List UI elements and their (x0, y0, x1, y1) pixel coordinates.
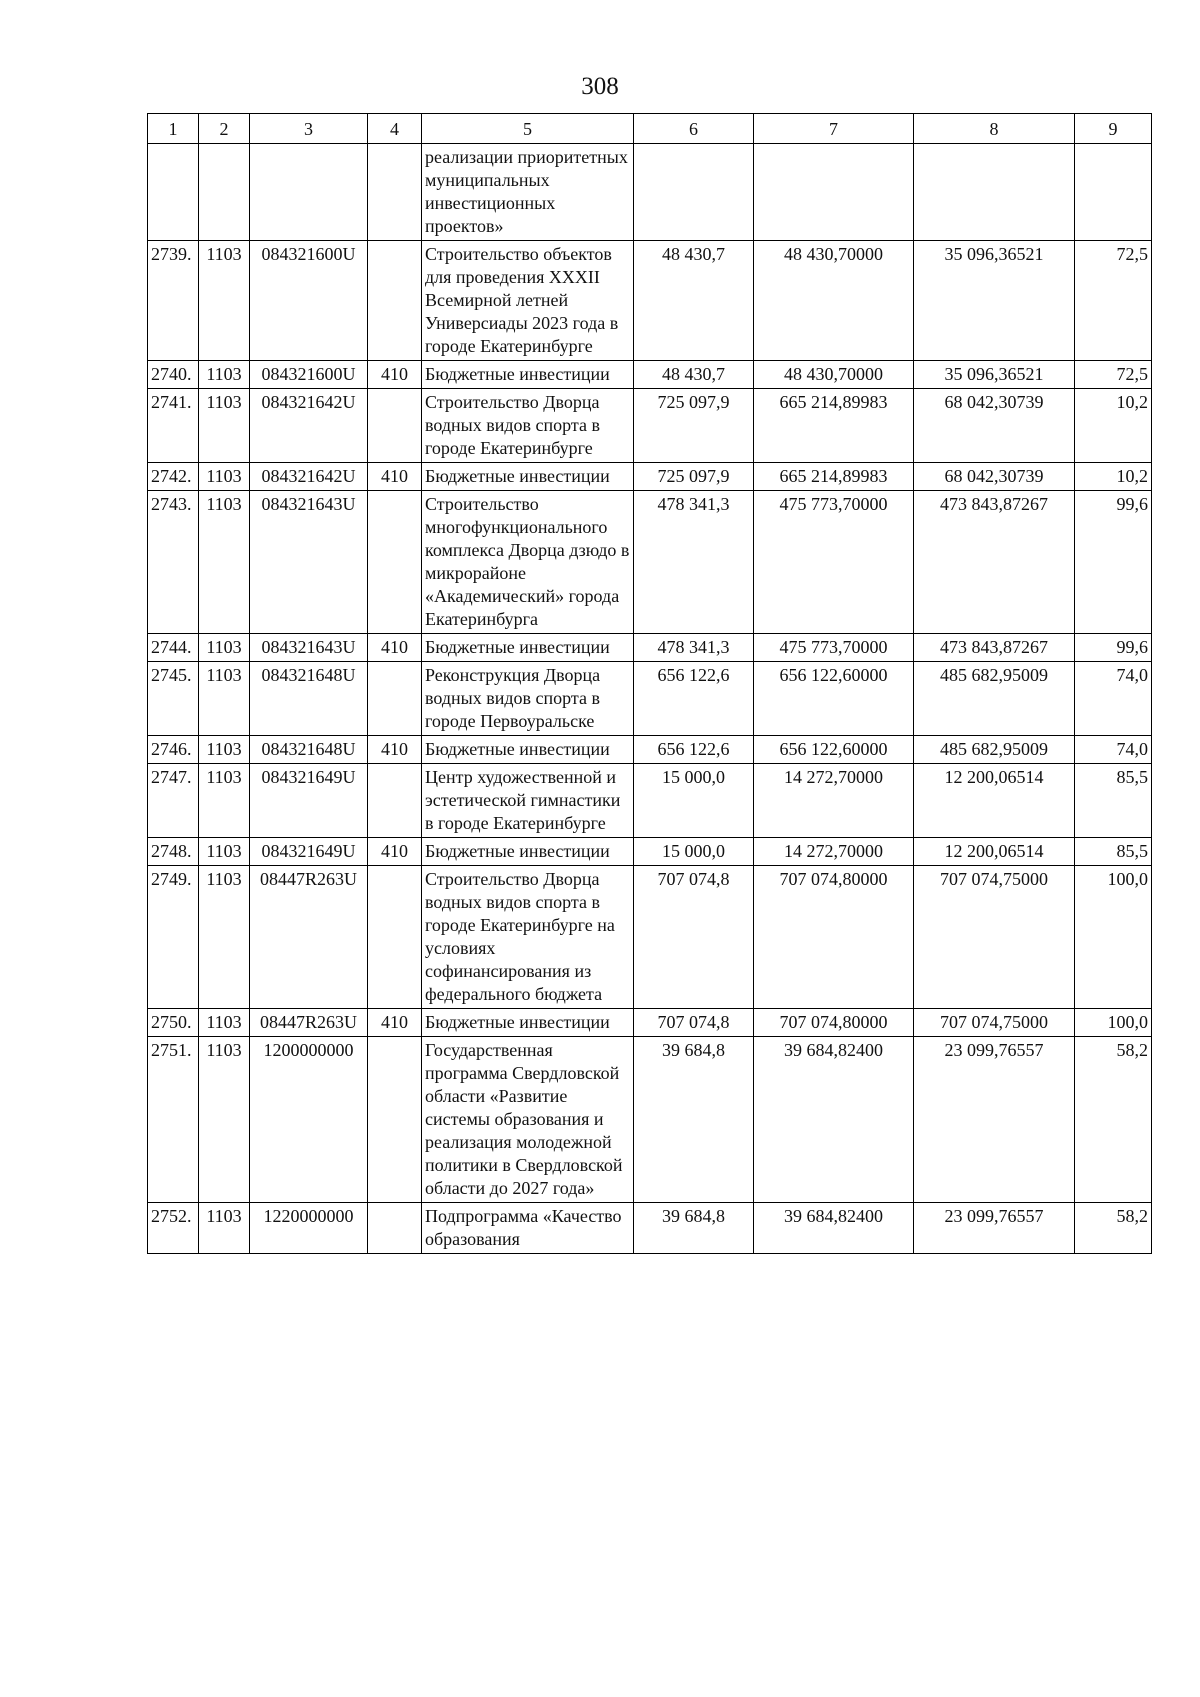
cell-approved-amount: 725 097,9 (634, 463, 754, 491)
cell-execution-percent (1075, 144, 1152, 241)
table-row (148, 662, 1152, 736)
cell-target-article-code: 1200000000 (250, 1037, 368, 1203)
cell-item-name: Строительство многофункционального комплекса Дворца дзюдо в микрорайоне «Академический» города Екатеринбурга (422, 491, 634, 634)
cell-expense-type-code (368, 241, 422, 361)
cell-execution-percent: 10,2 (1075, 389, 1152, 463)
cell-row-number: 2747. (148, 764, 199, 838)
cell-row-number: 2741. (148, 389, 199, 463)
cell-budget-allocation: 665 214,89983 (754, 389, 914, 463)
cell-execution-percent: 58,2 (1075, 1203, 1152, 1254)
cell-executed-amount: 707 074,75000 (914, 1009, 1075, 1037)
cell-target-article-code: 084321649U (250, 764, 368, 838)
cell-approved-amount: 15 000,0 (634, 838, 754, 866)
cell-section-code: 1103 (199, 662, 250, 736)
cell-row-number: 2751. (148, 1037, 199, 1203)
cell-row-number: 2750. (148, 1009, 199, 1037)
cell-execution-percent: 72,5 (1075, 361, 1152, 389)
cell-section-code: 1103 (199, 491, 250, 634)
header-cell-6: 6 (634, 114, 754, 144)
cell-item-name: Центр художественной и эстетической гимнастики в городе Екатеринбурге (422, 764, 634, 838)
cell-approved-amount: 707 074,8 (634, 866, 754, 1009)
cell-row-number: 2748. (148, 838, 199, 866)
cell-section-code: 1103 (199, 361, 250, 389)
cell-section-code: 1103 (199, 634, 250, 662)
cell-expense-type-code: 410 (368, 361, 422, 389)
cell-target-article-code (250, 144, 368, 241)
cell-execution-percent: 100,0 (1075, 866, 1152, 1009)
header-cell-8: 8 (914, 114, 1075, 144)
table-row (148, 736, 1152, 764)
cell-row-number: 2742. (148, 463, 199, 491)
cell-item-name: Бюджетные инвестиции (422, 1009, 634, 1037)
cell-section-code: 1103 (199, 1009, 250, 1037)
cell-approved-amount: 48 430,7 (634, 241, 754, 361)
cell-expense-type-code: 410 (368, 463, 422, 491)
budget-table (147, 113, 1152, 1254)
cell-target-article-code: 084321648U (250, 662, 368, 736)
cell-approved-amount: 656 122,6 (634, 662, 754, 736)
cell-item-name: реализации приоритетных муниципальных инвестиционных проектов» (422, 144, 634, 241)
cell-budget-allocation: 665 214,89983 (754, 463, 914, 491)
cell-row-number: 2740. (148, 361, 199, 389)
cell-executed-amount: 23 099,76557 (914, 1037, 1075, 1203)
cell-budget-allocation: 14 272,70000 (754, 838, 914, 866)
cell-execution-percent: 74,0 (1075, 662, 1152, 736)
table-row (148, 361, 1152, 389)
cell-section-code: 1103 (199, 389, 250, 463)
cell-approved-amount: 15 000,0 (634, 764, 754, 838)
cell-expense-type-code (368, 491, 422, 634)
cell-executed-amount: 35 096,36521 (914, 361, 1075, 389)
cell-budget-allocation: 656 122,60000 (754, 662, 914, 736)
cell-executed-amount: 68 042,30739 (914, 463, 1075, 491)
cell-execution-percent: 74,0 (1075, 736, 1152, 764)
table-body (148, 144, 1152, 1254)
cell-execution-percent: 72,5 (1075, 241, 1152, 361)
cell-expense-type-code (368, 389, 422, 463)
cell-expense-type-code: 410 (368, 1009, 422, 1037)
cell-approved-amount: 39 684,8 (634, 1037, 754, 1203)
cell-item-name: Бюджетные инвестиции (422, 736, 634, 764)
cell-section-code (199, 144, 250, 241)
cell-target-article-code: 084321643U (250, 634, 368, 662)
cell-budget-allocation: 475 773,70000 (754, 491, 914, 634)
cell-target-article-code: 084321642U (250, 463, 368, 491)
cell-target-article-code: 084321649U (250, 838, 368, 866)
cell-row-number: 2743. (148, 491, 199, 634)
cell-execution-percent: 99,6 (1075, 491, 1152, 634)
cell-approved-amount: 725 097,9 (634, 389, 754, 463)
table-row (148, 491, 1152, 634)
header-cell-9: 9 (1075, 114, 1152, 144)
cell-executed-amount: 485 682,95009 (914, 662, 1075, 736)
cell-section-code: 1103 (199, 866, 250, 1009)
cell-execution-percent: 85,5 (1075, 838, 1152, 866)
header-cell-2: 2 (199, 114, 250, 144)
cell-target-article-code: 08447R263U (250, 866, 368, 1009)
cell-budget-allocation: 48 430,70000 (754, 361, 914, 389)
cell-target-article-code: 084321600U (250, 361, 368, 389)
cell-expense-type-code: 410 (368, 838, 422, 866)
cell-executed-amount: 707 074,75000 (914, 866, 1075, 1009)
cell-executed-amount: 473 843,87267 (914, 491, 1075, 634)
cell-approved-amount: 48 430,7 (634, 361, 754, 389)
cell-target-article-code: 084321642U (250, 389, 368, 463)
cell-approved-amount: 478 341,3 (634, 491, 754, 634)
header-cell-3: 3 (250, 114, 368, 144)
cell-executed-amount: 485 682,95009 (914, 736, 1075, 764)
cell-row-number: 2749. (148, 866, 199, 1009)
cell-execution-percent: 99,6 (1075, 634, 1152, 662)
cell-executed-amount: 12 200,06514 (914, 764, 1075, 838)
cell-item-name: Реконструкция Дворца водных видов спорта в городе Первоуральске (422, 662, 634, 736)
cell-section-code: 1103 (199, 764, 250, 838)
cell-execution-percent: 10,2 (1075, 463, 1152, 491)
cell-section-code: 1103 (199, 1037, 250, 1203)
cell-execution-percent: 85,5 (1075, 764, 1152, 838)
cell-execution-percent: 100,0 (1075, 1009, 1152, 1037)
cell-row-number: 2752. (148, 1203, 199, 1254)
cell-budget-allocation: 14 272,70000 (754, 764, 914, 838)
cell-executed-amount: 473 843,87267 (914, 634, 1075, 662)
cell-approved-amount: 656 122,6 (634, 736, 754, 764)
cell-item-name: Бюджетные инвестиции (422, 361, 634, 389)
cell-executed-amount (914, 144, 1075, 241)
table-row (148, 463, 1152, 491)
table-row (148, 144, 1152, 241)
cell-section-code: 1103 (199, 463, 250, 491)
cell-approved-amount: 707 074,8 (634, 1009, 754, 1037)
cell-section-code: 1103 (199, 838, 250, 866)
cell-expense-type-code (368, 764, 422, 838)
cell-executed-amount: 35 096,36521 (914, 241, 1075, 361)
cell-expense-type-code: 410 (368, 736, 422, 764)
cell-expense-type-code (368, 1037, 422, 1203)
cell-item-name: Строительство Дворца водных видов спорта в городе Екатеринбурге (422, 389, 634, 463)
cell-expense-type-code: 410 (368, 634, 422, 662)
cell-item-name: Бюджетные инвестиции (422, 838, 634, 866)
cell-section-code: 1103 (199, 1203, 250, 1254)
cell-budget-allocation: 39 684,82400 (754, 1203, 914, 1254)
cell-section-code: 1103 (199, 736, 250, 764)
table-row (148, 866, 1152, 1009)
header-cell-5: 5 (422, 114, 634, 144)
table-row (148, 1009, 1152, 1037)
cell-item-name: Бюджетные инвестиции (422, 463, 634, 491)
table-row (148, 764, 1152, 838)
cell-execution-percent: 58,2 (1075, 1037, 1152, 1203)
cell-budget-allocation: 656 122,60000 (754, 736, 914, 764)
header-cell-1: 1 (148, 114, 199, 144)
cell-target-article-code: 084321643U (250, 491, 368, 634)
table-row (148, 1037, 1152, 1203)
cell-row-number: 2744. (148, 634, 199, 662)
header-cell-4: 4 (368, 114, 422, 144)
cell-budget-allocation: 48 430,70000 (754, 241, 914, 361)
cell-row-number (148, 144, 199, 241)
table-row (148, 241, 1152, 361)
cell-item-name: Государственная программа Свердловской области «Развитие системы образования и реализация молодежной политики в Свердловской области до 2027 года» (422, 1037, 634, 1203)
cell-item-name: Подпрограмма «Качество образования (422, 1203, 634, 1254)
cell-budget-allocation: 707 074,80000 (754, 866, 914, 1009)
cell-row-number: 2745. (148, 662, 199, 736)
table-row (148, 838, 1152, 866)
table-row (148, 1203, 1152, 1254)
cell-executed-amount: 23 099,76557 (914, 1203, 1075, 1254)
cell-executed-amount: 12 200,06514 (914, 838, 1075, 866)
cell-row-number: 2746. (148, 736, 199, 764)
cell-target-article-code: 08447R263U (250, 1009, 368, 1037)
cell-row-number: 2739. (148, 241, 199, 361)
cell-budget-allocation (754, 144, 914, 241)
cell-executed-amount: 68 042,30739 (914, 389, 1075, 463)
cell-expense-type-code (368, 1203, 422, 1254)
cell-target-article-code: 084321600U (250, 241, 368, 361)
cell-approved-amount: 39 684,8 (634, 1203, 754, 1254)
header-cell-7: 7 (754, 114, 914, 144)
cell-expense-type-code (368, 144, 422, 241)
cell-budget-allocation: 475 773,70000 (754, 634, 914, 662)
cell-expense-type-code (368, 662, 422, 736)
table-row (148, 389, 1152, 463)
cell-approved-amount (634, 144, 754, 241)
header-row (148, 114, 1152, 144)
cell-item-name: Строительство Дворца водных видов спорта в городе Екатеринбурге на условиях софинансирования из федерального бюджета (422, 866, 634, 1009)
cell-target-article-code: 1220000000 (250, 1203, 368, 1254)
cell-budget-allocation: 39 684,82400 (754, 1037, 914, 1203)
cell-item-name: Бюджетные инвестиции (422, 634, 634, 662)
cell-target-article-code: 084321648U (250, 736, 368, 764)
cell-expense-type-code (368, 866, 422, 1009)
cell-section-code: 1103 (199, 241, 250, 361)
table-row (148, 634, 1152, 662)
cell-approved-amount: 478 341,3 (634, 634, 754, 662)
page-number: 308 (581, 73, 619, 100)
cell-budget-allocation: 707 074,80000 (754, 1009, 914, 1037)
cell-item-name: Строительство объектов для проведения XXXII Всемирной летней Универсиады 2023 года в городе Екатеринбурге (422, 241, 634, 361)
